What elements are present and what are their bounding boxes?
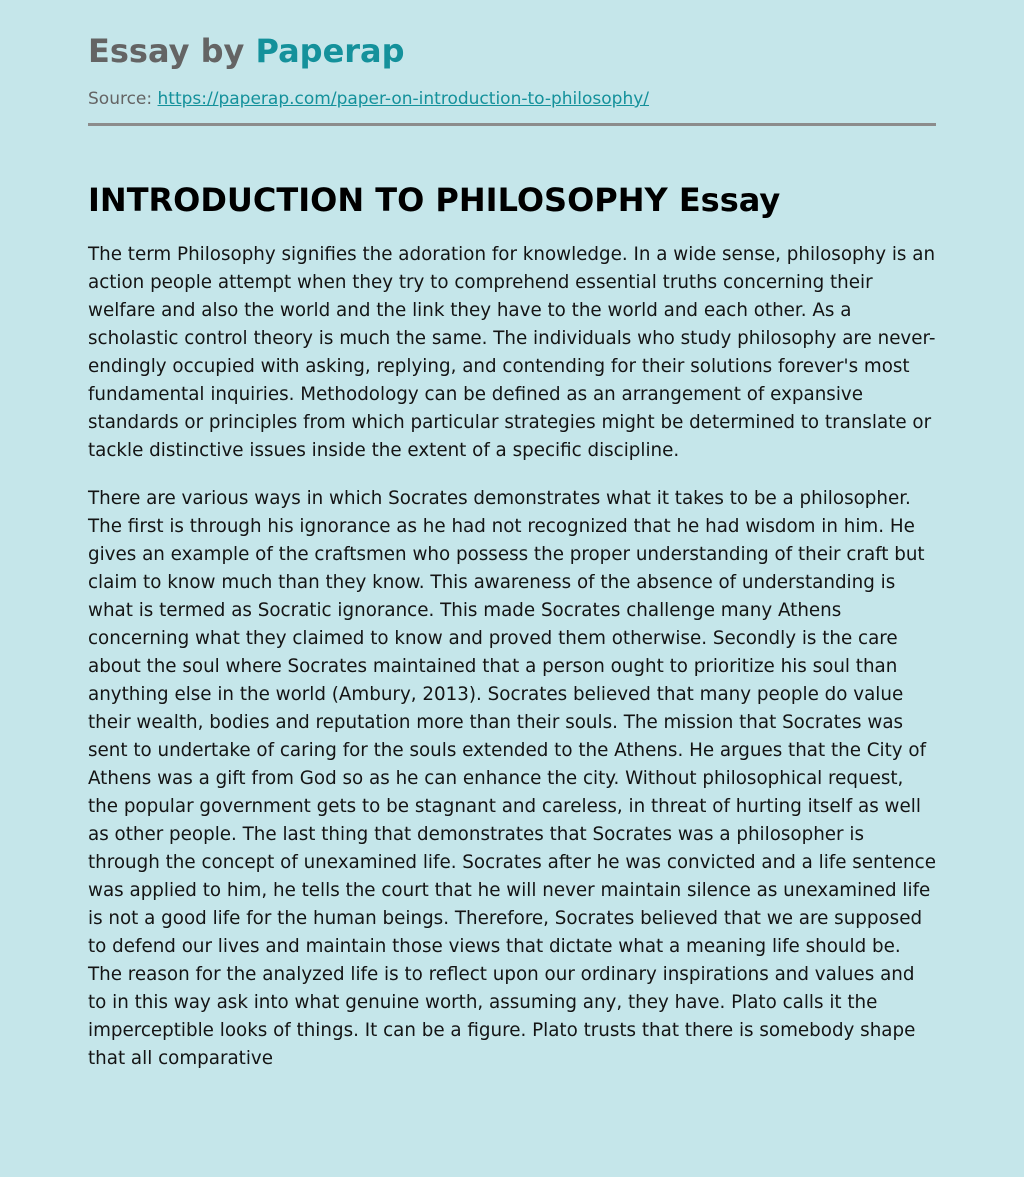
essay-body — [88, 241, 938, 1093]
source-line — [88, 88, 649, 110]
source-link[interactable]: https://paperap.com/paper-on-introduction-to-philosophy/ — [157, 89, 650, 109]
header-divider — [88, 123, 936, 126]
essay-paragraph-2: There are various ways in which Socrates demonstrates what it takes to be a philosopher. The first is through his ignorance as he had not recognized that he had wisdom in him. He gives an example of the craftsmen who possess the proper understanding of their craft but claim to know much than they know. This awareness of the absence of understanding is what is termed as Socratic ignorance. This made Socrates challenge many Athens concerning what they claimed to know and proved them otherwise. Secondly is the care about the soul where Socrates maintained that a person ought to prioritize his soul than anything else in the world (Ambury, 2013). Socrates believed that many people do value their wealth, bodies and reputation more than their souls. The mission that Socrates was sent to undertake of caring for the souls extended to the Athens. He argues that the City of Athens was a gift from God so as he can enhance the city. Without philosophical request, the popular government gets to be stagnant and careless, in threat of hurting itself as well as other people. The last thing that demonstrates that Socrates was a philosopher is through the concept of unexamined life. Socrates after he was convicted and a life sentence was applied to him, he tells the court that he will never maintain silence as unexamined life is not a good life for the human beings. Therefore, Socrates believed that we are supposed to defend our lives and maintain those views that dictate what a meaning life should be. The reason for the analyzed life is to reflect upon our ordinary inspirations and values and to in this way ask into what genuine worth, assuming any, they have. Plato calls it the imperceptible looks of things. It can be a figure. Plato trusts that there is somebody shape that all comparative — [88, 488, 936, 1069]
brand-prefix: Essay by — [88, 32, 256, 70]
brand-name: Paperap — [255, 32, 405, 70]
source-label: Source: — [88, 89, 153, 109]
essay-title: INTRODUCTION TO PHILOSOPHY Essay — [88, 181, 781, 219]
essay-paragraph-1: The term Philosophy signifies the adoration for knowledge. In a wide sense, philosophy is an action people attempt when they try to comprehend essential truths concerning their welfare and also the world and the link they have to the world and each other. As a scholastic control theory is much the same. The individuals who study philosophy are never-endingly occupied with asking, replying, and contending for their solutions forever's most fundamental inquiries. Methodology can be defined as an arrangement of expansive standards or principles from which particular strategies might be determined to translate or tackle distinctive issues inside the extent of a specific discipline. — [88, 244, 936, 461]
site-brand — [88, 30, 405, 72]
